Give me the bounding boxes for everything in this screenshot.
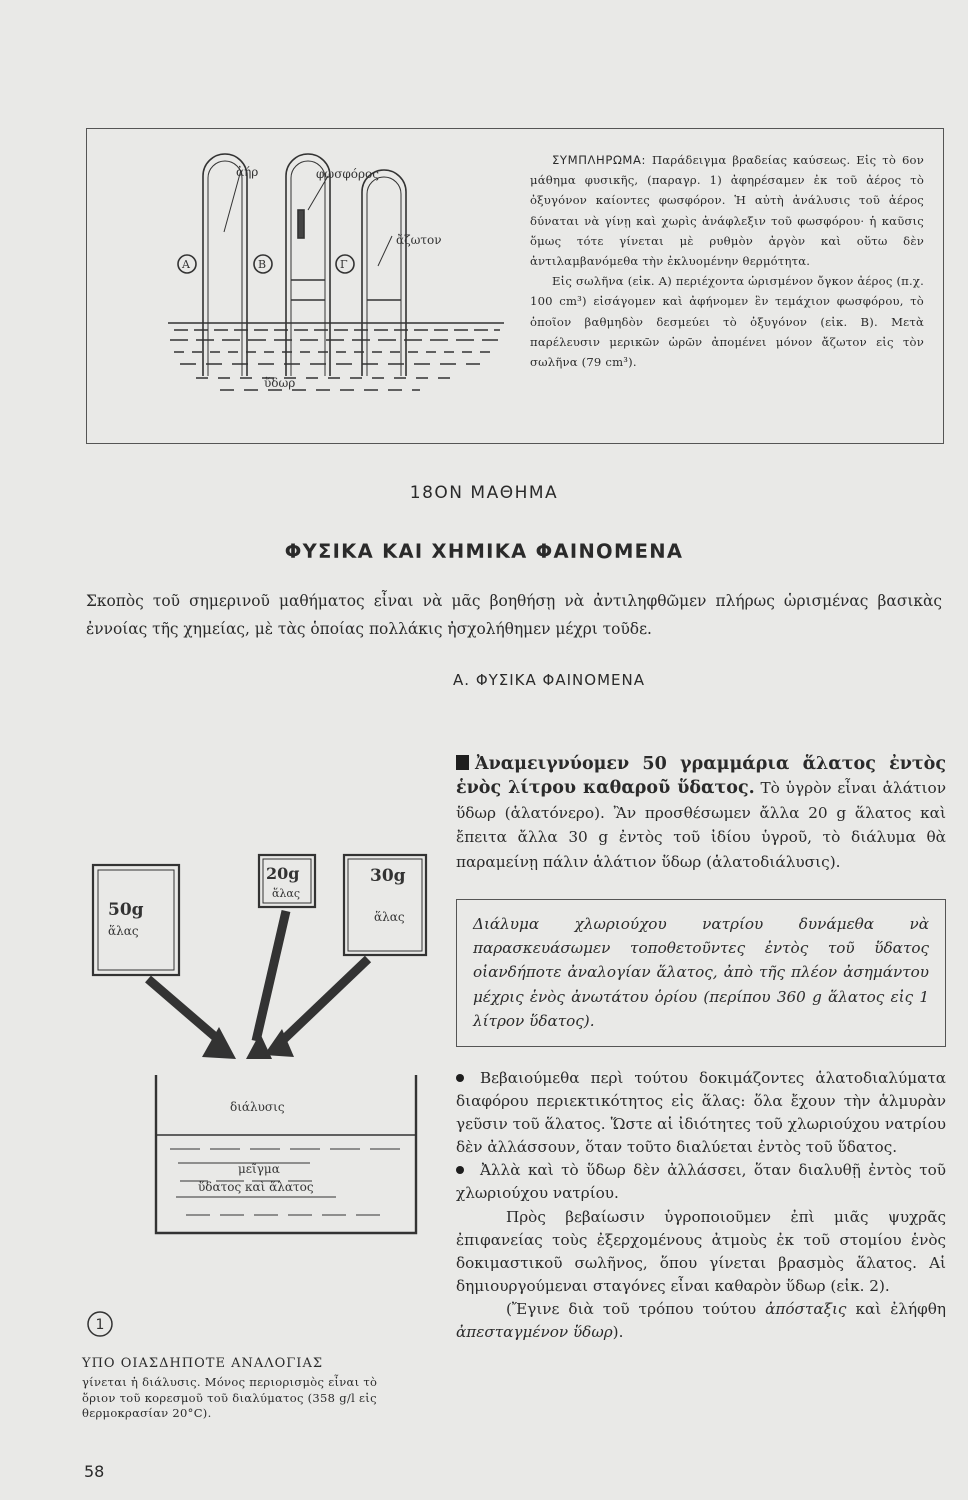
bullet-icon [456,1166,464,1174]
paragraph-1-body: Τὸ ὑγρὸν εἶναι ἁλάτιον ὕδωρ (ἁλατόνερο). Ἂν προσθέσωμεν ἄλλα 20 g ἅλατος καὶ ἔπειτα ἄλλα 30 g ἐντὸς τοῦ ἰδίου ὑγροῦ, τὸ διάλυμα θὰ παραμείνῃ πάλιν ἁλάτιον ὕδωρ (ἁλατοδιάλυσις). [456,779,946,871]
figure-caption-body: γίνεται ἡ διάλυσις. Μόνος περιορισμὸς εἶναι τὸ ὅριον τοῦ κορεσμοῦ τοῦ διαλύματος (358 g/l εἰς θερμοκρασίαν 20°C). [82,1375,378,1420]
salt-box-50g [93,865,179,975]
label-nitrogen: ἄζωτον [396,233,442,247]
salt-solution-figure [86,845,436,1275]
mix-label-2: ὕδατος καὶ ἅλατος [198,1180,314,1194]
figure-number: 1 [95,1317,105,1333]
section-heading: Α. ΦΥΣΙΚΑ ΦΑΙΝΟΜΕΝΑ [453,671,645,689]
bullet-1-text: Βεβαιούμεθα περὶ τούτου δοκιμάζοντες ἁλατοδιαλύματα διαφόρου περιεκτικότητος εἰς ἅλας: ὅλα ἔχουν τὴν ἁλμυρὰν γεῦσιν τοῦ ἅλατος. Ὥστε αἱ ἰδιότητες τοῦ χλωριούχου νατρίου δὲν ἀλλάσσουν, ὅταν τοῦτο διαλύεται ἐντὸς τοῦ ὕδατος. [456,1069,946,1157]
lesson-number: 18ΟΝ ΜΑΘΗΜΑ [409,483,559,503]
box3-label: ἅλας [374,910,405,924]
paragraph-4: (Ἔγινε διὰ τοῦ τρόπου τούτου ἀπόσταξις καὶ ἐλήφθη ἀπεσταγμένον ὕδωρ). [456,1299,946,1342]
phosphorus-experiment-figure [100,140,512,436]
tube-b-letter: Β [258,258,267,271]
tube-a [203,154,247,376]
box2-amount: 20g [266,864,300,883]
note-text: Διάλυμα χλωριούχου νατρίου δυνάμεθα νὰ παρασκευάσωμεν τοποθετοῦντες ἐντὸς τοῦ ὕδατος οἱανδήποτε ἀναλογίαν ἅλατος, ἀπὸ τῆς πλέον ἀσημάντου μέχρις ἑνὸς ἀνωτάτου ὁρίου (περίπου 360 g ἅλατος εἰς 1 λίτρον ὕδατος). [473,915,929,1030]
tube-a-letter: Α [182,258,190,271]
beaker-label: διάλυσις [230,1100,285,1114]
paragraph-1-lead: Ἀναμειγνύομεν 50 γραμμάρια ἅλατος ἐντὸς ἑνὸς λίτρου καθαροῦ ὕδατος. [456,754,946,799]
page-number: 58 [84,1462,105,1481]
bullet-2-text: Ἀλλὰ καὶ τὸ ὕδωρ δὲν ἀλλάσσει, ὅταν διαλυθῇ ἐντὸς τοῦ χλωριούχου νατρίου. [456,1161,946,1203]
box3-amount: 30g [370,866,406,886]
supplement-paragraph-1: Παράδειγμα βραδείας καύσεως. Εἰς τὸ 6ον μάθημα φυσικῆς, (παραγρ. 1) ἀφηρέσαμεν ἐκ τοῦ ἀέρος τὸ ὀξυγόνον καίοντες φωσφόρον. Ἡ αὐτὴ ἀνάλυσις τοῦ ἀέρος δύναται νὰ γίνῃ καὶ χωρὶς ἀνάφλεξιν τοῦ φωσφόρου· ἡ καῦσις ὅμως τότε γίνεται μὲ ρυθμὸν ἀργὸν καὶ οὕτω δὲν ἀντιλαμβανόμεθα τὴν ἐκλυομένην θερμότητα. [530,153,924,269]
supplement-heading: ΣΥΜΠΛΗΡΩΜΑ: [552,153,647,167]
box2-label: ἅλας [272,887,300,900]
tube-c [362,170,406,376]
label-air: ἀήρ [236,165,259,179]
term-distilled-water: ἀπεσταγμένον ὕδωρ [456,1323,613,1342]
box1-label: ἅλας [108,924,139,938]
lesson-title: ΦΥΣΙΚΑ ΚΑΙ ΧΗΜΙΚΑ ΦΑΙΝΟΜΕΝΑ [284,540,684,563]
mix-label-1: μεῖγμα [238,1162,280,1176]
label-water: ὕδωρ [264,376,296,390]
paragraph-number-marker [456,755,469,770]
paragraph-1 [456,752,946,874]
supplement-text [530,150,924,372]
box1-amount: 50g [108,900,144,920]
note-box [456,899,946,1047]
tube-b [286,154,330,376]
label-phosphorus: φωσφόρος [316,167,380,181]
term-distillation: ἀπόσταξις [765,1299,847,1318]
beaker [156,1075,416,1233]
figure-number-badge [86,1310,114,1338]
supplement-paragraph-2: Εἰς σωλῆνα (εἰκ. Α) περιέχοντα ὡρισμένον ὄγκον ἀέρος (π.χ. 100 cm³) εἰσάγομεν καὶ ἀφήνομεν ἓν τεμάχιον φωσφόρου, τὸ ὁποῖον βαθμηδὸν δεσμεύει τὸ ὀξυγόνον (εἰκ. Β). Μετὰ παρέλευσιν μερικῶν ὡρῶν ἀπομένει μόνον ἄζωτον εἰς τὸν σωλῆνα (79 cm³). [530,274,924,370]
tube-c-letter: Γ [340,258,348,271]
paragraph-3: Πρὸς βεβαίωσιν ὑγροποιοῦμεν ἐπὶ μιᾶς ψυχρᾶς ἐπιφανείας τοὺς ἐξερχομένους ἀτμοὺς ἐκ τοῦ στομίου ἑνὸς δοκιμαστικοῦ σωλῆνος, ὅπου γίνεται βρασμὸς ἅλατος. Αἱ δημιουργούμεναι σταγόνες εἶναι καθαρὸν ὕδωρ (εἰκ. 2). [456,1207,946,1295]
figure-caption-title: ΥΠΟ ΟΙΑΣΔΗΠΟΤΕ ΑΝΑΛΟΓΙΑΣ [82,1356,324,1371]
intro-paragraph: Σκοπὸς τοῦ σημερινοῦ μαθήματος εἶναι νὰ μᾶς βοηθήσῃ νὰ ἀντιληφθῶμεν πλήρως ὡρισμένας βασικὰς ἐννοίας τῆς χημείας, μὲ τὰς ὁποίας πολλάκις ἠσχολήθημεν μέχρι τοῦδε. [86,592,942,638]
bullets-section [456,1067,946,1344]
bullet-icon [456,1074,464,1082]
